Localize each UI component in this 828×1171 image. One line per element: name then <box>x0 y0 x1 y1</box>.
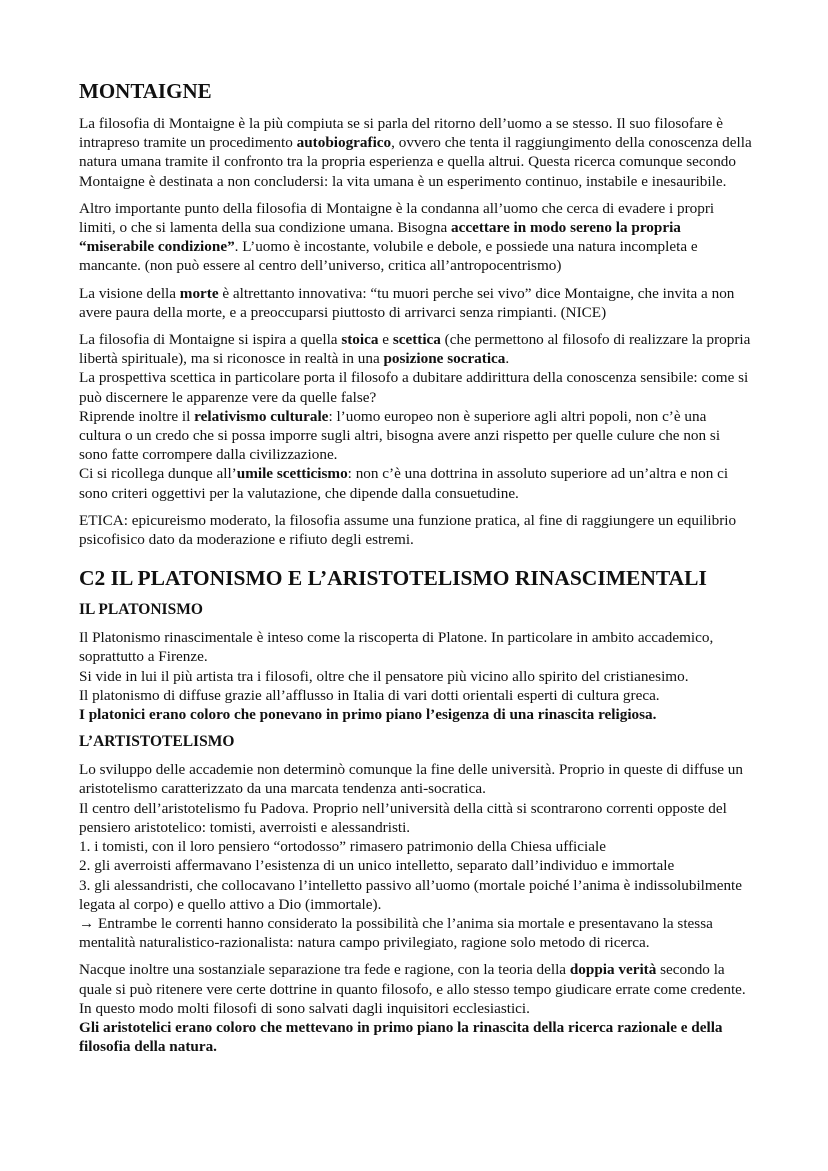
text-line <box>79 667 752 686</box>
text-run: è altrettanto innovativa: “tu muori perche sei vivo” dice Montaigne, che invita a non avere paura della morte, e a preoccuparsi piuttosto di arrivarci senza rimpianti. (NICE) <box>79 284 735 321</box>
chapter-title-c2: C2 IL PLATONISMO E L’ARISTOTELISMO RINASCIMENTALI <box>79 566 707 591</box>
text-run: (che permettono al filosofo di realizzare la propria libertà spirituale), ma si riconosce in realtà in una <box>79 331 751 368</box>
text-line <box>79 914 752 952</box>
text-line <box>79 407 752 465</box>
text-run: ETICA: epicureismo moderato, la filosofia assume una funzione pratica, al fine di raggiungere un equilibrio psicofisico dato da moderazione e rifiuto degli estremi. <box>79 511 737 549</box>
text-run: . L’uomo è incostante, volubile e debole, e possiede una natura incompleta e mancante. (non può essere al centro dell’universo, critica all’antropocentrismo) <box>79 238 698 275</box>
text-line <box>79 464 752 502</box>
paragraph <box>79 960 752 1056</box>
text-line <box>79 960 752 1018</box>
paragraph <box>79 760 752 952</box>
text-run: 1. i tomisti, con il loro pensiero “ortodosso” rimasero patrimonio della Chiesa ufficiale <box>79 838 606 856</box>
text-run: La filosofia di Montaigne è la più compiuta se si parla del ritorno dell’uomo a se stesso. Il suo filosofare è intrapreso tramite un procedimento <box>79 115 724 152</box>
bold-text: Gli aristotelici erano coloro che mettevano in primo piano la rinascita della ricerca razionale e della filosofia della natura. <box>79 1018 723 1056</box>
bold-text: posizione socratica <box>383 350 506 368</box>
paragraph <box>79 199 752 276</box>
bold-text: stoica <box>341 331 379 349</box>
bold-text: autobiografico <box>296 134 392 152</box>
text-run: : l’uomo europeo non è superiore agli altri popoli, non c’è una cultura o un credo che si possa imporre sugli altri, bisogna avere anzi rispetto per quelle culure che non si sono fatte corrompere dalla civilizzazione. <box>79 407 721 464</box>
paragraph <box>79 114 752 191</box>
paragraph <box>79 284 752 322</box>
text-line <box>79 799 752 837</box>
text-run: 3. gli alessandristi, che collocavano l’intelletto passivo all’uomo (mortale poiché l’anima è indissolubilmente legata al corpo) e quello attivo a Dio (immortale). <box>79 876 743 913</box>
text-run: Il Platonismo rinascimentale è inteso come la riscoperta di Platone. In particolare in ambito accademico, soprattutto a Firenze. <box>79 629 714 666</box>
bold-text: morte <box>179 284 219 302</box>
text-line <box>79 368 752 406</box>
text-line <box>79 686 752 705</box>
text-run: → Entrambe le correnti hanno considerato la possibilità che l’anima sia mortale e presentavano la stessa mentalità naturalistico-razionalista: natura campo privilegiato, ragione solo metodo di ricerca. <box>79 914 713 952</box>
text-run: Nacque inoltre una sostanziale separazione tra fede e ragione, con la teoria della <box>79 961 570 979</box>
section-title-montaigne: MONTAIGNE <box>79 79 212 103</box>
text-line <box>79 837 752 856</box>
text-run: La filosofia di Montaigne si ispira a quella <box>79 331 342 349</box>
bold-text: umile scetticismo <box>236 465 348 483</box>
paragraph <box>79 511 752 549</box>
text-run: . <box>505 350 510 368</box>
text-run: La visione della <box>79 284 180 302</box>
text-run: , ovvero che tenta il raggiungimento della conoscenza della natura umana tramite il confronto tra la propria esperienza e quella altrui. Questa ricerca comunque secondo Montaigne è destinata a non concludersi: la vita umana è un esperimento continuo, instabile e inesauribile. <box>79 134 752 190</box>
text-run: Lo sviluppo delle accademie non determinò comunque la fine delle università. Proprio in queste di diffuse un aristotelismo caratterizzato da una marcata tendenza anti-socratica. <box>79 761 743 798</box>
text-line <box>79 330 752 368</box>
text-run: La prospettiva scettica in particolare porta il filosofo a dubitare addirittura della conoscenza sensibile: come si può discernere le apparenze vere da quelle false? <box>79 369 749 406</box>
subsection-title-platonismo: IL PLATONISMO <box>79 601 203 619</box>
text-run: Il platonismo di diffuse grazie all’afflusso in Italia di vari dotti orientali esperti di cultura greca. <box>79 686 660 704</box>
text-run: secondo la quale si può ritenere vere certe dottrine in quanto filosofo, e allo stesso tempo giudicare errate come credente. In questo modo molti filosofi di sono salvati dagli inquisitori ecclesiastici. <box>79 961 746 1017</box>
text-run: Il centro dell’aristotelismo fu Padova. Proprio nell’università della città si scontrarono correnti opposte del pensiero aristotelico: tomisti, averroisti e alessandristi. <box>79 799 727 836</box>
text-run: Si vide in lui il più artista tra i filosofi, oltre che il pensatore più vicino allo spirito del cristianesimo. <box>79 667 689 685</box>
text-line <box>79 856 752 875</box>
text-run: Riprende inoltre il <box>79 407 195 425</box>
text-line <box>79 705 752 724</box>
text-run: e <box>378 331 393 349</box>
text-line <box>79 760 752 798</box>
bold-text: doppia verità <box>569 961 657 979</box>
text-run: Altro importante punto della filosofia di Montaigne è la condanna all’uomo che cerca di evadere i propri limiti, o che si lamenta della sua condizione umana. Bisogna <box>79 199 715 237</box>
subsection-title-aristotelismo: L’ARTISTOTELISMO <box>79 733 235 751</box>
text-run: Ci si ricollega dunque all’ <box>79 465 237 483</box>
bold-text: I platonici erano coloro che ponevano in primo piano l’esigenza di una rinascita religiosa. <box>79 706 657 724</box>
text-line <box>79 876 752 914</box>
text-run: 2. gli averroisti affermavano l’esistenza di un unico intelletto, separato dall’individuo e immortale <box>79 857 675 875</box>
bold-text: scettica <box>392 331 441 349</box>
text-run: : non c’è una dottrina in assoluto superiore ad un’altra e non ci sono criteri oggettivi per la valutazione, che dipende dalla consuetudine. <box>79 465 729 502</box>
text-line <box>79 1018 752 1056</box>
bold-text: relativismo culturale <box>194 407 329 425</box>
paragraph <box>79 330 752 503</box>
paragraph <box>79 628 752 724</box>
bold-text: accettare in modo sereno la propria “miserabile condizione” <box>79 219 681 256</box>
text-line <box>79 628 752 666</box>
